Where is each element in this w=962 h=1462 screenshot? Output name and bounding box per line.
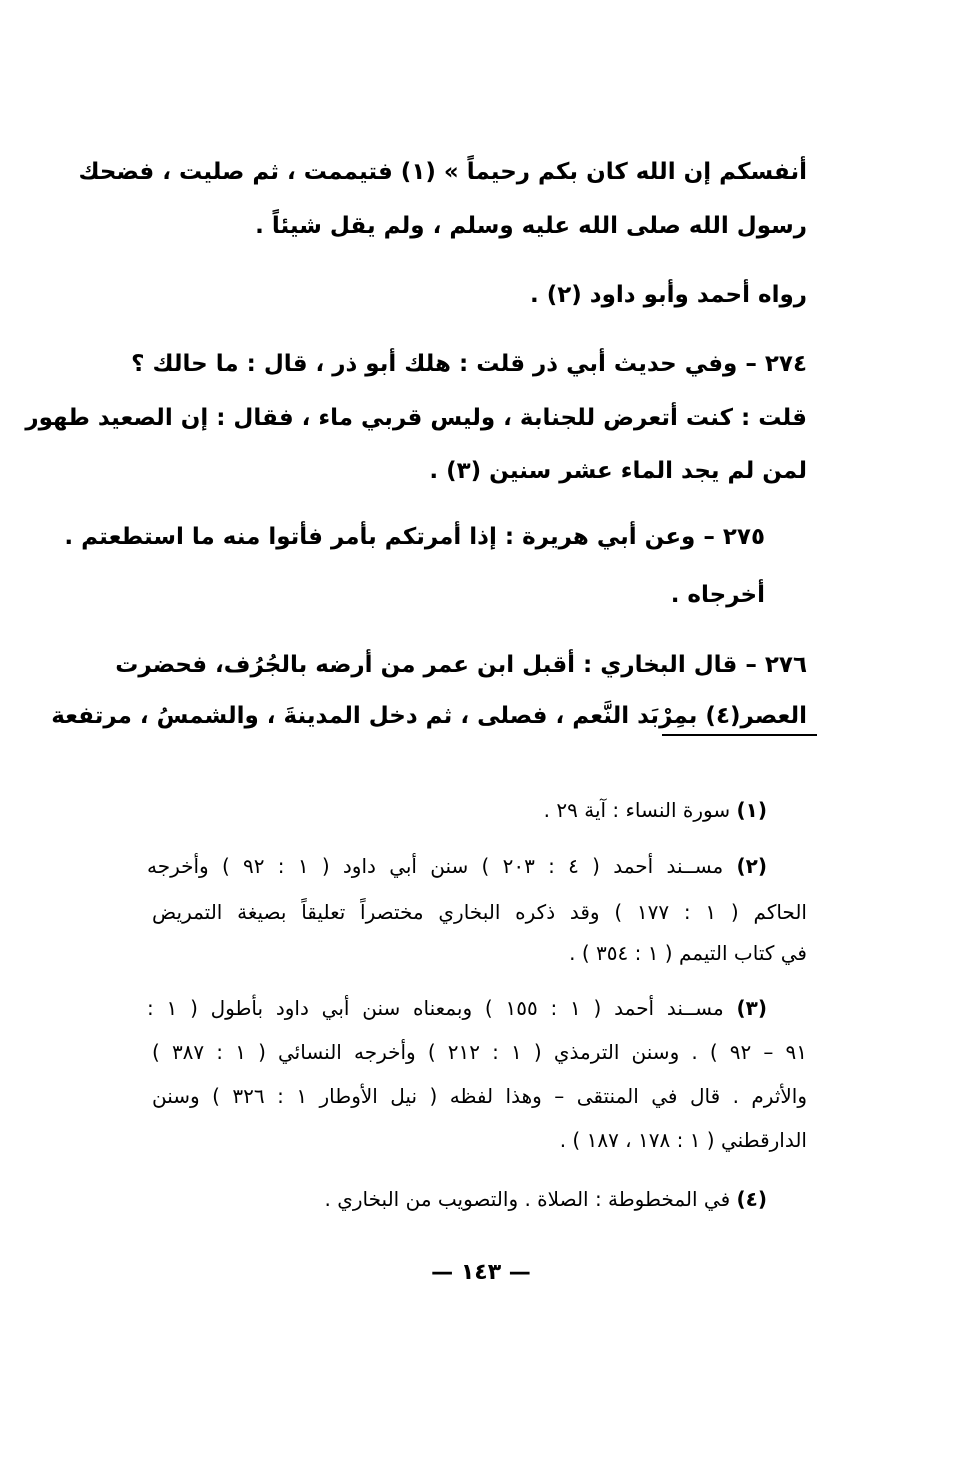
footnote-3-line: ٩١ – ٩٢ ) . وسنن الترمذي ( ١ : ٢١٢ ) وأخرجه النسائي ( ١ : ٣٨٧ ) (152, 1040, 808, 1064)
page-number: — ١٤٣ — (431, 1260, 531, 1285)
footnote-number: (٣) (736, 996, 767, 1020)
footnote-number: (٤) (736, 1187, 767, 1211)
hadith-275-line: ٢٧٥ – وعن أبي هريرة : إذا أمرتكم بأمر فأتوا منه ما استطعتم . (64, 524, 765, 550)
footnote-3-line: الدارقطني ( ١ : ١٧٨ ، ١٨٧ ) . (559, 1128, 807, 1152)
footnote-number: (١) (736, 798, 767, 822)
text-line: رسول الله صلى الله عليه وسلم ، ولم يقل شيئاً . (255, 213, 807, 239)
footnote-3 (147, 992, 767, 1024)
footnote-1 (147, 794, 767, 826)
footnote-text: في المخطوطة : الصلاة . والتصويب من البخاري . (324, 1187, 731, 1211)
hadith-274-line: ٢٧٤ – وفي حديث أبي ذر قلت : هلك أبو ذر ، قال : ما حالك ؟ (131, 351, 807, 377)
text-line: قلت : كنت أتعرض للجنابة ، وليس قربي ماء ، فقال : إن الصعيد طهور (25, 405, 807, 431)
hadith-276-line: ٢٧٦ – قال البخاري : أقبل ابن عمر من أرضه بالجُرُف، فحضرت (115, 652, 807, 678)
footnote-2 (147, 850, 767, 882)
footnote-4 (147, 1183, 767, 1215)
text-line: رواه أحمد وأبو داود (٢) . (529, 282, 807, 308)
footnote-separator (662, 734, 817, 736)
text-line: لمن لم يجد الماء عشر سنين (٣) . (429, 458, 807, 484)
footnote-2-line: في كتاب التيمم ( ١ : ٣٥٤ ) . (569, 941, 807, 965)
footnote-text: مســند أحمد ( ٤ : ٢٠٣ ) سنن أبي داود ( ١ : ٩٢ ) وأخرجه (147, 854, 724, 878)
text-line: أخرجاه . (670, 582, 765, 608)
footnote-3-line: والأثرم . قال في المنتقى – وهذا لفظه ( نيل الأوطار ١ : ٣٢٦ ) وسنن (152, 1084, 808, 1108)
text-line: أنفسكم إن الله كان بكم رحيماً » (١) فتيممت ، ثم صليت ، فضحك (78, 159, 807, 185)
footnote-text: مســند أحمد ( ١ : ١٥٥ ) وبمعناه سنن أبي داود بأطول ( ١ : (147, 996, 724, 1020)
footnote-text: سورة النساء : آية ٢٩ . (543, 798, 731, 822)
footnote-2-line: الحاكم ( ١ : ١٧٧ ) وقد ذكره البخاري مختصراً تعليقاً بصيغة التمريض (152, 900, 807, 924)
text-line: العصر(٤) بمِرْبَد النَّعم ، فصلى ، ثم دخل المدينةَ ، والشمسُ ، مرتفعة (51, 703, 807, 729)
footnote-number: (٢) (736, 854, 768, 878)
